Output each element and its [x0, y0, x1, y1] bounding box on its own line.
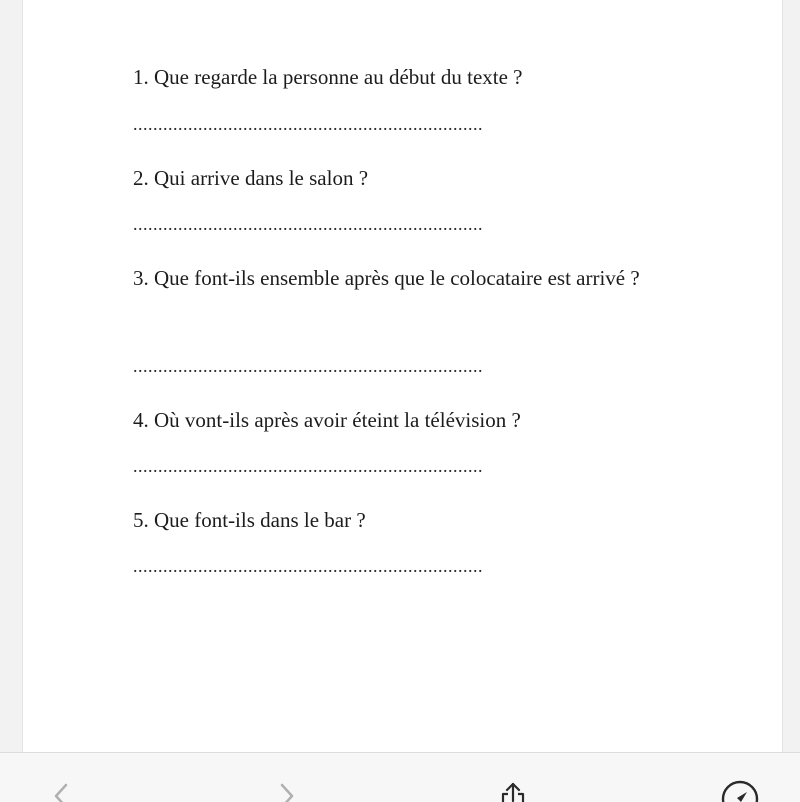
question-1: 1. Que regarde la personne au début du texte ? [133, 65, 523, 89]
answer-line-4[interactable]: ...................................................................... [133, 456, 483, 476]
bottom-toolbar [0, 752, 800, 802]
answer-line-1[interactable]: ...................................................................... [133, 114, 483, 134]
document-page [22, 0, 783, 752]
question-5: 5. Que font-ils dans le bar ? [133, 508, 366, 532]
share-icon[interactable] [498, 781, 528, 802]
chevron-left-icon[interactable] [48, 781, 78, 802]
answer-line-5[interactable]: ...................................................................... [133, 556, 483, 576]
answer-line-2[interactable]: ...................................................................... [133, 214, 483, 234]
answer-line-3[interactable]: ...................................................................... [133, 356, 483, 376]
question-3: 3. Que font-ils ensemble après que le colocataire est arrivé ? [133, 266, 640, 290]
chevron-right-icon[interactable] [272, 781, 302, 802]
question-2: 2. Qui arrive dans le salon ? [133, 166, 369, 190]
compass-icon[interactable] [720, 779, 760, 802]
question-4: 4. Où vont-ils après avoir éteint la télévision ? [133, 408, 521, 432]
